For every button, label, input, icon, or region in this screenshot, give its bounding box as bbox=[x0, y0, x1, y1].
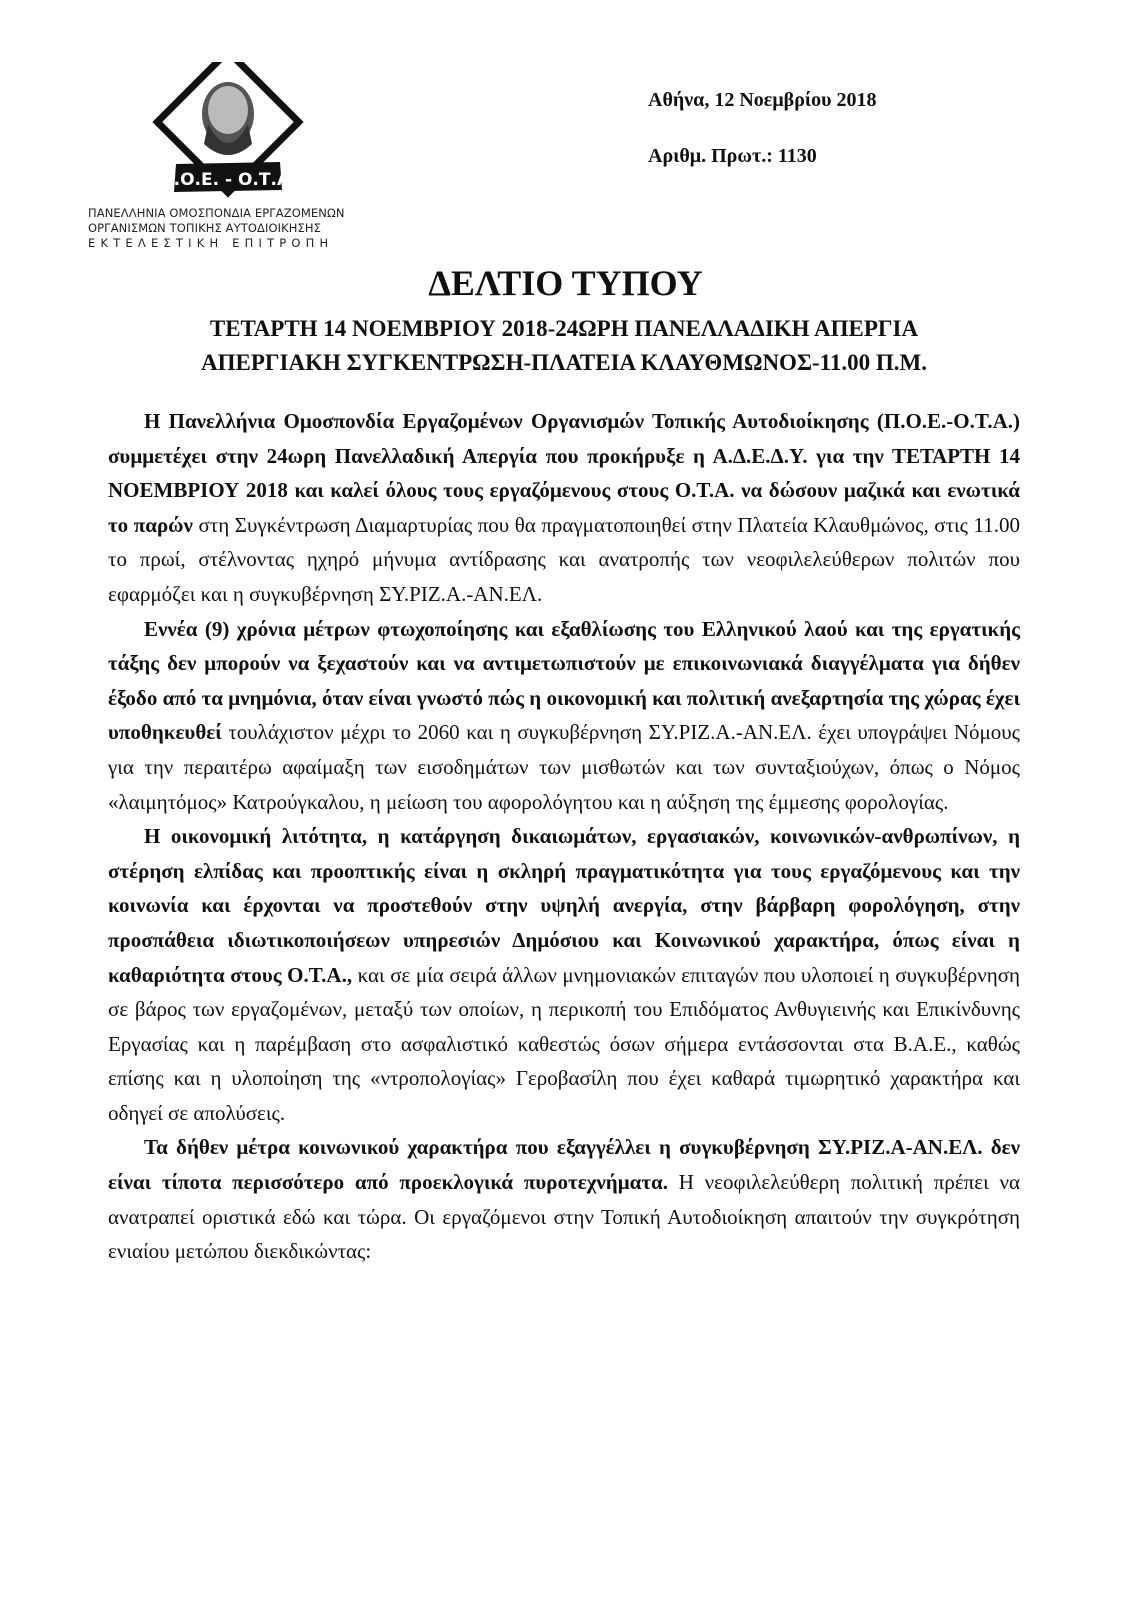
protocol-number: Αριθμ. Πρωτ.: 1130 bbox=[648, 145, 817, 167]
bold-text: Η Πανελλήνια Ομοσπονδία Εργαζομένων Οργανισμών Τοπικής Αυτοδιοίκησης (Π.Ο.Ε.-Ο.Τ.Α.) συμμετέχει στην 24ωρη Πανελλαδική Απεργία που προκήρυξε η Α.Δ.Ε.Δ.Υ. για την ΤΕΤΑΡΤΗ 14 ΝΟΕΜΒΡΙΟΥ 2018 και καλεί όλους τους εργαζόμενους στους Ο.Τ.Α. να δώσουν μαζικά και ενωτικά το παρών bbox=[108, 409, 1020, 537]
paragraph bbox=[108, 819, 1020, 1130]
paragraph bbox=[108, 1130, 1020, 1268]
organization-name bbox=[88, 206, 368, 251]
federation-logo bbox=[148, 62, 308, 202]
org-line: ΠΑΝΕΛΛΗΝΙΑ ΟΜΟΣΠΟΝΔΙΑ ΕΡΓΑΖΟΜΕΝΩΝ bbox=[88, 206, 345, 220]
text: και σε μία σειρά άλλων μνημονιακών επιταγών που υλοποιεί η συγκυβέρνηση σε βάρος των εργαζομένων, μεταξύ των οποίων, η περικοπή του Επιδόματος Ανθυγιεινής και Επικίνδυνης Εργασίας και η παρέμβαση στο ασφαλιστικό καθεστώς όσων σήμερα εντάσσονται στα Β.Α.Ε., καθώς επίσης και η υλοποίηση της «ντροπολογίας» Γεροβασίλη που έχει καθαρά τιμωρητικό χαρακτήρα και οδηγεί σε απολύσεις. bbox=[108, 962, 1020, 1125]
paragraph bbox=[108, 404, 1020, 612]
bold-text: Τα δήθεν μέτρα κοινωνικού χαρακτήρα που εξαγγέλλει η συγκυβέρνηση ΣΥ.ΡΙΖ.Α-ΑΝ.ΕΛ. δεν είναι τίποτα περισσότερο από προεκλογικά πυροτεχνήματα. bbox=[108, 1135, 1020, 1195]
text: Η νεοφιλελεύθερη πολιτική πρέπει να ανατραπεί οριστικά εδώ και τώρα. Οι εργαζόμενοι στην Τοπική Αυτοδιοίκηση απαιτούν την συγκρότηση ενιαίου μετώπου διεκδικώντας: bbox=[108, 1170, 1020, 1264]
subtitle: ΑΠΕΡΓΙΑΚΗ ΣΥΓΚΕΝΤΡΩΣΗ-ΠΛΑΤΕΙΑ ΚΛΑΥΘΜΩΝΟΣ-11.00 Π.Μ. bbox=[201, 350, 927, 375]
date: Αθήνα, 12 Νοεμβρίου 2018 bbox=[648, 89, 877, 111]
logo-text: Π.Ο.Ε. - Ο.Τ.Α. bbox=[159, 170, 297, 190]
page-title: ΔΕΛΤΙΟ ΤΥΠΟΥ bbox=[428, 263, 703, 303]
subtitle: ΤΕΤΑΡΤΗ 14 ΝΟΕΜΒΡΙΟΥ 2018-24ΩΡΗ ΠΑΝΕΛΛΑΔΙΚΗ ΑΠΕΡΓΙΑ bbox=[209, 316, 919, 341]
text: τουλάχιστον μέχρι το 2060 και η συγκυβέρνηση ΣΥ.ΡΙΖ.Α.-ΑΝ.ΕΛ. έχει υπογράψει Νόμους για την περαιτέρω αφαίμαξη των εισοδημάτων των μισθωτών και των συνταξιούχων, όπως ο Νόμος «λαιμητόμος» Κατρούγκαλου, η μείωση του αφορολόγητου και η αύξηση της έμμεσης φορολογίας. bbox=[108, 720, 1020, 814]
bold-text: Η οικονομική λιτότητα, η κατάργηση δικαιωμάτων, εργασιακών, κοινωνικών-ανθρωπίνων, η στέρηση ελπίδας και προοπτικής είναι η σκληρή πραγματικότητα για τους εργαζόμενους και την κοινωνία και έρχονται να προστεθούν στην υψηλή ανεργία, στην βάρβαρη φορολόγηση, στην προσπάθεια ιδιωτικοποιήσεων υπηρεσιών Δημόσιου και Κοινωνικού χαρακτήρα, όπως είναι η καθαριότητα στους Ο.Τ.Α., bbox=[108, 824, 1020, 987]
paragraph bbox=[108, 612, 1020, 820]
document-meta bbox=[648, 72, 877, 184]
text: στη Συγκέντρωση Διαμαρτυρίας που θα πραγματοποιηθεί στην Πλατεία Κλαυθμώνος, στις 11.00 το πρωί, στέλνοντας ηχηρό μήνυμα αντίδρασης και ανατροπής των νεοφιλελεύθερων πολιτών που εφαρμόζει και η συγκυβέρνηση ΣΥ.ΡΙΖ.Α.-ΑΝ.ΕΛ. bbox=[108, 512, 1020, 606]
letterhead bbox=[88, 62, 368, 251]
org-line: ΟΡΓΑΝΙΣΜΩΝ ΤΟΠΙΚΗΣ ΑΥΤΟΔΙΟΙΚΗΣΗΣ bbox=[88, 221, 321, 235]
org-committee: ΕΚΤΕΛΕΣΤΙΚΗ ΕΠΙΤΡΟΠΗ bbox=[88, 236, 334, 250]
document-body bbox=[108, 404, 1020, 1269]
bold-text: Εννέα (9) χρόνια μέτρων φτωχοποίησης και εξαθλίωσης του Ελληνικού λαού και της εργατικής τάξης δεν μπορούν να ξεχαστούν και να αντιμετωπιστούν με επικοινωνιακά διαγγέλματα για δήθεν έξοδο από τα μνημόνια, όταν είναι γνωστό πώς η οικονομική και πολιτική ανεξαρτησία της χώρας έχει υποθηκευθεί bbox=[108, 616, 1020, 745]
